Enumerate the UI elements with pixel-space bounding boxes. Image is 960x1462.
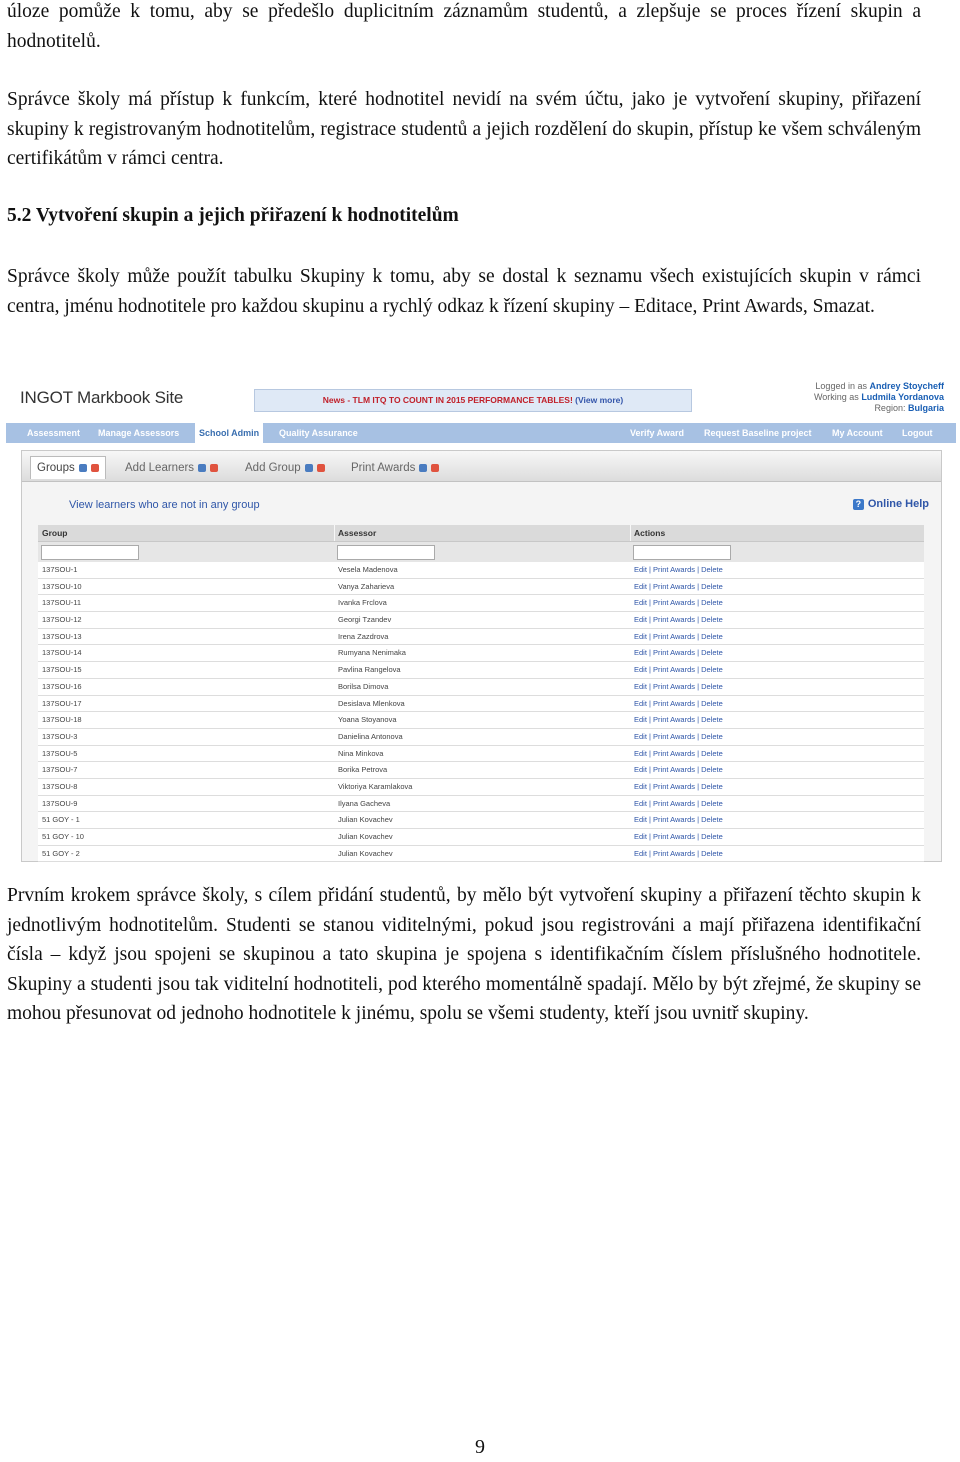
row-actions-links[interactable]: Edit | Print Awards | Delete	[634, 631, 723, 641]
paragraph-first-step: Prvním krokem správce školy, s cílem přidání studentů, by mělo být vytvoření skupiny a přiřazení těchto skupin k jednotlivým hodnotitelům. Studenti se stanou viditelnými, pokud jsou registrováni a mají přiřazena identifikační čísla – když jsou spojeni se skupinou a tato skupina je spojena s identifikačním číslem příslušného hodnotitele. Skupiny a studenti jsou tak viditelní hodnotiteli, pod kterého momentálně spadají. Mělo by být zřejmé, že skupiny se mohou přesunovat od jednoho hodnotitele k jinému, spolu se všemi studenty, kteří jsou uvnitř skupiny.	[7, 885, 921, 1024]
nav-verify-award[interactable]: Verify Award	[630, 428, 685, 438]
row-actions-links[interactable]: Edit | Print Awards | Delete	[634, 832, 723, 841]
online-help-label: Online Help	[867, 498, 929, 510]
table-row	[38, 662, 924, 679]
nav-school-admin[interactable]: School Admin	[195, 423, 263, 443]
working-as-user: Ludmila Yordanova	[861, 392, 944, 402]
table-row	[38, 729, 924, 746]
groups-table	[38, 525, 924, 862]
help-icon: ?	[853, 499, 864, 510]
close-icon[interactable]	[317, 464, 325, 472]
table-body	[38, 562, 924, 862]
tab-print-awards[interactable]	[351, 457, 439, 479]
nav-logout[interactable]: Logout	[902, 428, 933, 438]
tab-add-group[interactable]	[245, 457, 325, 479]
assessor-cell: Julian Kovachev	[338, 848, 393, 858]
table-row	[38, 595, 924, 612]
group-cell: 137SOU-7	[42, 765, 78, 775]
nav-manage-assessors[interactable]: Manage Assessors	[98, 428, 180, 438]
group-cell: 137SOU-5	[42, 748, 78, 758]
table-row	[38, 746, 924, 763]
group-cell: 137SOU-10	[42, 581, 82, 591]
table-row	[38, 679, 924, 696]
assessor-cell: Ilyana Gacheva	[338, 798, 391, 808]
row-actions-links[interactable]: Edit | Print Awards | Delete	[634, 565, 723, 574]
group-cell: 51 GOY - 1	[42, 815, 80, 825]
nav-assessment[interactable]: Assessment	[27, 428, 81, 438]
edit-icon[interactable]	[305, 464, 313, 472]
group-cell: 137SOU-12	[42, 615, 82, 625]
row-actions-links[interactable]: Edit | Print Awards | Delete	[634, 731, 723, 741]
row-actions-links[interactable]: Edit | Print Awards | Delete	[634, 665, 723, 675]
assessor-cell: Rumyana Nenimaka	[338, 648, 406, 658]
row-actions-links[interactable]: Edit | Print Awards | Delete	[634, 781, 723, 791]
assessor-cell: Georgi Tzandev	[338, 615, 392, 625]
group-cell: 137SOU-15	[42, 665, 82, 675]
table-row	[38, 629, 924, 646]
group-cell: 51 GOY - 2	[42, 848, 80, 858]
assessor-cell: Yoana Stoyanova	[338, 715, 397, 725]
nav-my-account[interactable]: My Account	[832, 428, 883, 438]
paragraph-groups-table: Správce školy může použít tabulku Skupiny k tomu, aby se dostal k seznamu všech existujících skupin v rámci centra, jménu hodnotitele pro každou skupinu a rychlý odkaz k řízení skupiny – Editace, Print Awards, Smazat.	[7, 266, 921, 317]
assessor-cell: Pavlina Rangelova	[338, 665, 401, 675]
groups-panel	[21, 450, 942, 862]
nav-request-baseline[interactable]: Request Baseline project	[704, 428, 812, 438]
assessor-cell: Nina Minkova	[338, 748, 384, 758]
edit-icon[interactable]	[79, 464, 87, 472]
group-filter-input[interactable]	[41, 545, 139, 560]
group-cell: 51 GOY - 10	[42, 832, 84, 841]
tab-groups[interactable]	[30, 456, 106, 479]
table-header	[38, 525, 924, 542]
section-heading: 5.2 Vytvoření skupin a jejich přiřazení k hodnotitelům	[7, 205, 459, 226]
tabs-bar	[22, 451, 941, 482]
table-row	[38, 562, 924, 579]
paragraph-admin-functions: Správce školy má přístup k funkcím, které hodnotitel nevidí na svém účtu, jako je vytvoření skupiny, přiřazení skupiny k registrovaným hodnotitelům, registrace studentů a jejich rozdělení do skupin, přístup ke všem schváleným certifikátům v rámci centra.	[7, 89, 921, 169]
row-actions-links[interactable]: Edit | Print Awards | Delete	[634, 765, 723, 775]
assessor-cell: Desislava Mlenkova	[338, 698, 405, 708]
edit-icon[interactable]	[198, 464, 206, 472]
news-more-link[interactable]: (View more)	[575, 395, 624, 405]
login-info	[814, 381, 944, 414]
tab-add-learners[interactable]	[125, 457, 218, 479]
column-header-assessor[interactable]: Assessor	[338, 528, 377, 538]
group-cell: 137SOU-14	[42, 648, 82, 658]
group-cell: 137SOU-13	[42, 631, 82, 641]
group-cell: 137SOU-9	[42, 798, 78, 808]
table-row	[38, 645, 924, 662]
row-actions-links[interactable]: Edit | Print Awards | Delete	[634, 715, 723, 725]
row-actions-links[interactable]: Edit | Print Awards | Delete	[634, 748, 723, 758]
actions-filter-input[interactable]	[633, 545, 731, 560]
working-as-label: Working as	[813, 392, 859, 402]
assessor-cell: Irena Zazdrova	[338, 631, 389, 641]
news-text: News - TLM ITQ TO COUNT IN 2015 PERFORMANCE TABLES!	[322, 395, 573, 405]
tab-groups-label: Groups	[37, 462, 75, 474]
logged-in-user: Andrey Stoycheff	[869, 381, 944, 391]
main-nav	[6, 423, 956, 443]
assessor-cell: Julian Kovachev	[338, 832, 393, 841]
assessor-cell: Borilsa Dimova	[338, 681, 389, 691]
view-ungrouped-learners-link[interactable]: View learners who are not in any group	[69, 499, 260, 511]
row-actions-links[interactable]: Edit | Print Awards | Delete	[634, 681, 723, 691]
row-actions-links[interactable]: Edit | Print Awards | Delete	[634, 848, 723, 858]
row-actions-links[interactable]: Edit | Print Awards | Delete	[634, 615, 723, 625]
group-cell: 137SOU-8	[42, 781, 78, 791]
column-header-actions: Actions	[634, 528, 666, 538]
news-banner[interactable]	[254, 389, 692, 412]
group-cell: 137SOU-3	[42, 731, 78, 741]
assessor-cell: Danielina Antonova	[338, 731, 403, 741]
close-icon[interactable]	[210, 464, 218, 472]
group-cell: 137SOU-16	[42, 681, 82, 691]
table-row	[38, 579, 924, 596]
region-value: Bulgaria	[907, 403, 944, 413]
group-cell: 137SOU-11	[42, 598, 82, 608]
column-header-group[interactable]: Group	[42, 528, 68, 538]
assessor-cell: Viktoriya Karamlakova	[338, 781, 413, 791]
row-actions-links[interactable]: Edit | Print Awards | Delete	[634, 798, 723, 808]
tab-print-awards-label: Print Awards	[351, 462, 416, 474]
assessor-filter-input[interactable]	[337, 545, 435, 560]
group-cell: 137SOU-17	[42, 698, 82, 708]
tab-add-group-label: Add Group	[245, 462, 301, 474]
assessor-cell: Ivanka Frclova	[338, 598, 387, 608]
online-help-link[interactable]	[853, 498, 929, 510]
table-row	[38, 612, 924, 629]
region-label: Region:	[874, 403, 906, 413]
table-row	[38, 762, 924, 779]
group-cell: 137SOU-18	[42, 715, 82, 725]
login-label: Logged in as	[815, 381, 867, 391]
row-actions-links[interactable]: Edit | Print Awards | Delete	[634, 648, 723, 658]
close-icon[interactable]	[91, 464, 99, 472]
assessor-cell: Vesela Madenova	[338, 565, 398, 574]
markbook-screenshot	[6, 376, 956, 858]
row-actions-links[interactable]: Edit | Print Awards | Delete	[634, 598, 723, 608]
tab-add-learners-label: Add Learners	[125, 462, 195, 474]
assessor-cell: Vanya Zaharieva	[338, 581, 395, 591]
close-icon[interactable]	[431, 464, 439, 472]
assessor-cell: Julian Kovachev	[338, 815, 393, 825]
table-row	[38, 779, 924, 796]
site-logo: INGOT Markbook Site	[20, 388, 184, 407]
row-actions-links[interactable]: Edit | Print Awards | Delete	[634, 815, 723, 825]
paragraph-intro: úloze pomůže k tomu, aby se předešlo duplicitním záznamům studentů, a zlepšuje se proces řízení skupin a hodnotitelů.	[7, 1, 921, 52]
row-actions-links[interactable]: Edit | Print Awards | Delete	[634, 698, 723, 708]
edit-icon[interactable]	[419, 464, 427, 472]
group-cell: 137SOU-1	[42, 565, 78, 574]
assessor-cell: Borika Petrova	[338, 765, 388, 775]
table-row	[38, 812, 924, 829]
table-row	[38, 829, 924, 846]
page-number: 9	[475, 1436, 485, 1458]
table-row	[38, 846, 924, 863]
table-row	[38, 712, 924, 729]
filter-row	[38, 542, 924, 562]
nav-quality-assurance[interactable]: Quality Assurance	[279, 428, 358, 438]
table-row	[38, 696, 924, 713]
row-actions-links[interactable]: Edit | Print Awards | Delete	[634, 581, 723, 591]
table-row	[38, 796, 924, 813]
